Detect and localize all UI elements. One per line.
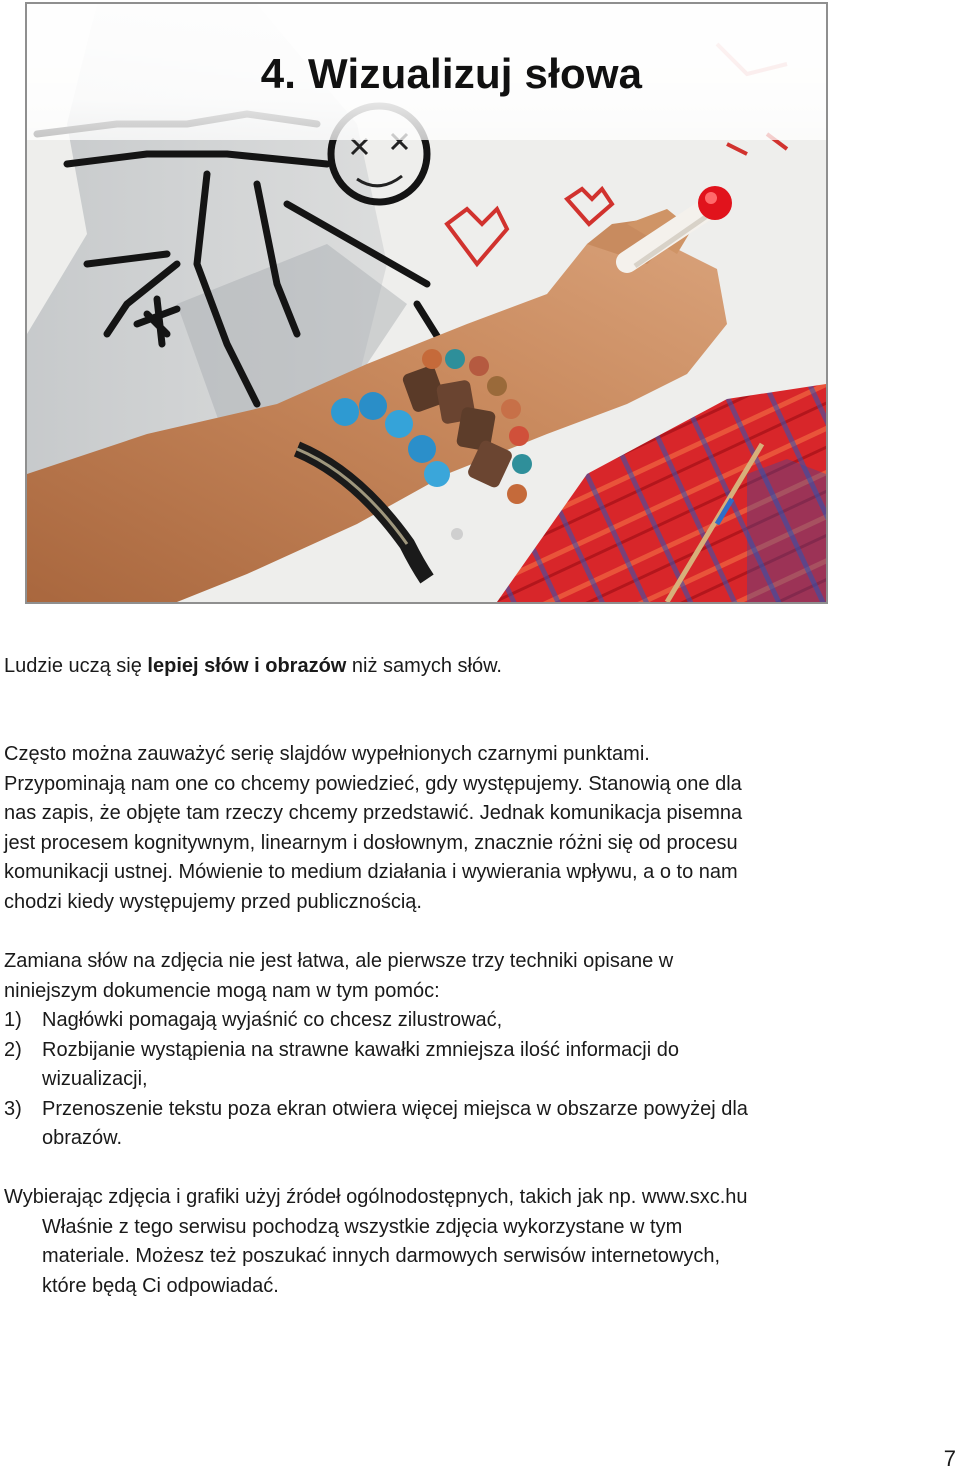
paragraph-line: Przypominają nam one co chcemy powiedzieć, gdy występujemy. Stanowią one dla: [4, 772, 742, 795]
intro-text-bold: lepiej słów i obrazów: [147, 655, 347, 677]
list-item-line: Rozbijanie wystąpienia na strawne kawałki zmniejsza ilość informacji do: [42, 1038, 679, 1061]
list-item-line: Przenoszenie tekstu poza ekran otwiera więcej miejsca w obszarze powyżej dla: [42, 1097, 748, 1120]
techniques-paragraph: [4, 947, 884, 1154]
slide-image: [25, 2, 828, 604]
list-item-line: Nagłówki pomagają wyjaśnić co chcesz zilustrować,: [42, 1009, 503, 1031]
list-number: 3): [4, 1097, 22, 1120]
paragraph-line: komunikacji ustnej. Mówienie to medium działania i wywierania wpływu, a o to nam: [4, 861, 738, 883]
paragraph-line: Często można zauważyć serię slajdów wypełnionych czarnymi punktami.: [4, 743, 650, 765]
list-number: 2): [4, 1038, 22, 1061]
paragraph-line: Wybierając zdjęcia i grafiki użyj źródeł ogólnodostępnych, takich jak np. www.sxc.hu: [4, 1186, 748, 1208]
list-item-line: wizualizacji,: [42, 1068, 148, 1090]
bullet-slides-paragraph: [4, 740, 884, 917]
paragraph-line: które będą Ci odpowiadać.: [42, 1274, 279, 1297]
paragraph-line: chodzi kiedy występujemy przed publicznością.: [4, 890, 422, 913]
paragraph-line: Zamiana słów na zdjęcia nie jest łatwa, ale pierwsze trzy techniki opisane w: [4, 950, 674, 972]
paragraph-line: niniejszym dokumencie mogą nam w tym pomóc:: [4, 979, 440, 1002]
paragraph-line: materiale. Możesz też poszukać innych darmowych serwisów internetowych,: [42, 1245, 721, 1267]
intro-text-after: niż samych słów.: [346, 655, 502, 677]
paragraph-line: nas zapis, że objęte tam rzeczy chcemy przedstawić. Jednak komunikacja pisemna: [4, 802, 743, 824]
intro-paragraph: [4, 652, 884, 682]
list-item: [4, 1095, 884, 1154]
intro-text-before: Ludzie uczą się: [4, 655, 148, 677]
list-item: [4, 1006, 884, 1036]
paragraph-line: Właśnie z tego serwisu pochodzą wszystkie zdjęcia wykorzystane w tym: [42, 1215, 683, 1238]
list-item: [4, 1036, 884, 1095]
list-number: 1): [4, 1009, 22, 1031]
list-item-line: obrazów.: [42, 1127, 123, 1149]
sources-paragraph: [4, 1183, 884, 1301]
slide-title: 4. Wizualizuj słowa: [260, 50, 643, 97]
page-number: 7: [943, 1446, 956, 1471]
paragraph-line: jest procesem kognitywnym, linearnym i dosłownym, znacznie różni się od procesu: [4, 831, 738, 854]
